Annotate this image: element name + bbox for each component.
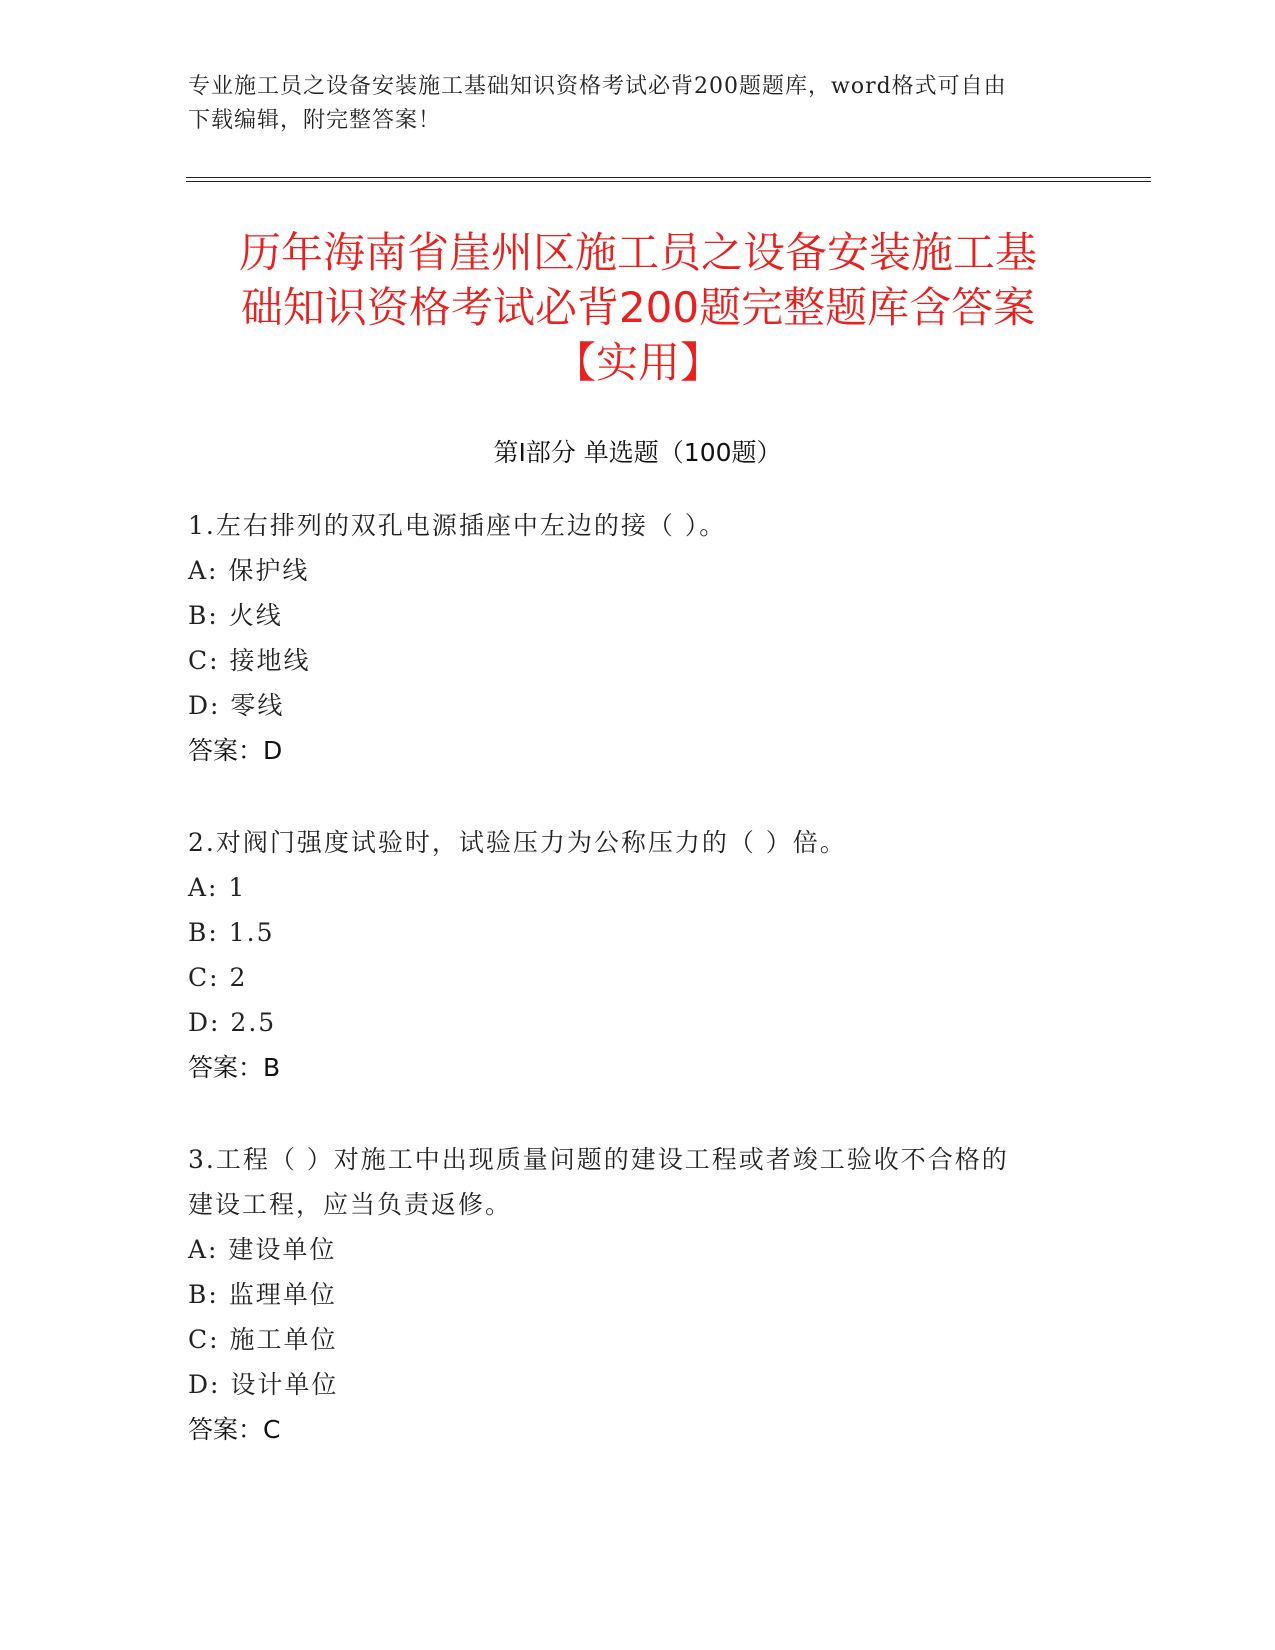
- header-divider-top: [186, 177, 1151, 178]
- option-b: B: 监理单位: [188, 1280, 337, 1309]
- title-line-2: 础知识资格考试必背200题完整题库含答案: [240, 283, 1036, 332]
- title-line-1: 历年海南省崖州区施工员之设备安装施工基: [238, 228, 1037, 277]
- section-heading: 第Ⅰ部分 单选题（100题）: [493, 438, 782, 467]
- option-d: D: 设计单位: [188, 1370, 339, 1399]
- document-title: [188, 225, 1088, 390]
- question-3: [188, 1137, 1088, 1452]
- question-stem-line-2: 建设工程，应当负责返修。: [188, 1190, 513, 1219]
- option-a: A: 1: [188, 873, 247, 902]
- answer: 答案：B: [188, 1053, 281, 1082]
- header-divider-bottom: [186, 181, 1151, 182]
- option-b: B: 1.5: [188, 918, 275, 947]
- option-a: A: 建设单位: [188, 1235, 337, 1264]
- option-c: C: 接地线: [188, 646, 311, 675]
- option-c: C: 2: [188, 963, 248, 992]
- option-b: B: 火线: [188, 601, 283, 630]
- header-line-2: 下载编辑，附完整答案！: [188, 108, 442, 133]
- question-stem: 2.对阀门强度试验时，试验压力为公称压力的（ ）倍。: [188, 828, 847, 857]
- question-1: [188, 503, 1088, 773]
- header-note: [188, 70, 1068, 138]
- option-d: D: 零线: [188, 691, 285, 720]
- question-stem: 1.左右排列的双孔电源插座中左边的接（ ）。: [188, 511, 727, 540]
- question-2: [188, 820, 1088, 1090]
- option-d: D: 2.5: [188, 1008, 277, 1037]
- title-line-3: 【实用】: [553, 338, 722, 387]
- answer: 答案：D: [188, 736, 283, 765]
- question-stem-line-1: 3.工程（ ）对施工中出现质量问题的建设工程或者竣工验收不合格的: [188, 1145, 1009, 1174]
- header-line-1: 专业施工员之设备安装施工基础知识资格考试必背200题题库，word格式可自由: [188, 74, 1007, 99]
- option-c: C: 施工单位: [188, 1325, 338, 1354]
- answer: 答案：C: [188, 1415, 281, 1444]
- option-a: A: 保护线: [188, 556, 310, 585]
